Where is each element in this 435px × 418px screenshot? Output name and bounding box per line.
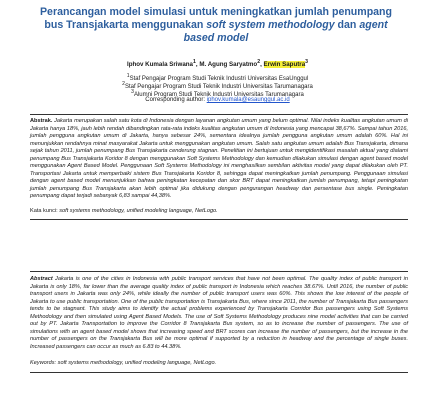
title-line-1: Perancangan model simulasi untuk meningkatkan jumlah penumpang [39,6,393,18]
title-line-2b: soft system methodology [206,19,335,31]
affiliation-text: Staf Pengajar Program Studi Teknik Industri Universitas Tarumanagara [124,84,313,90]
affiliation-sup: 3 [131,89,134,95]
kata-kunci [30,208,408,216]
abstrak-text: Jakarta merupakan salah satu kota di Indonesia dengan layanan angkutan umum yang belum optimal. Nilai indeks kualitas angkutan umum di Jakarta hanya 18%, jauh lebih rendah dibandingkan rata-rata indeks kualitas angkutan umum di Indonesia yang mencapai 38,67%. Sampai tahun 2016, jumlah pengguna angkutan umum di Jakarta, hanya sebesar 24%, sementara idealnya jumlah pengguna angkutan umum adalah 60%. Hal ini menunjukkan rendahnya minat masyarakat Jakarta untuk menggunakan angkutan umum. Salah satu angkutan umum adalah Bus Transjakarta, dimana sejak tahun 2011, jumlah penumpang Bus Transjakarta cenderung stagnan. Penelitian ini bertujuan untuk mengidentifikasi masalah aktual yang dialami penumpang Bus Transjakarta Koridor 8 dengan menggunakan Soft Systems Methodology dan kemudian dilakukan simulasi dengan agent based model menggunakan Agent Based Model. Penggunaan Soft Systems Methodology ini menghasilkan sembilan aktivitas model yang dapat dilakukan oleh PT. Transportasi Jakarta untuk memperbaiki sistem Bus Transjakarta Koridor 8, sehingga dapat meningkatkan jumlah penumpang. Penggunaan simulasi dengan agent based model menunjukkan bahwa peningkatan kecepatan dan skor BRT dapat meningkatkan jumlah penumpang, tetapi peningkatan jumlah penumpang Bus Transjakarta akan lebih optimal jika didukung dengan pengurangan headway dan persentase bus single. Peningkatan penumpang dapat terjadi sebanyak 6,83 sampai 44,38%. [30,118,408,199]
keywords-text: soft systems methodology, unified modeling language, NetLogo. [57,360,217,366]
abstrak-section [30,114,408,220]
author-list [0,58,435,69]
affiliation-text: Staf Pengajar Program Studi Teknik Industri Universitas EsaUnggul [129,76,309,82]
affiliation-sup: 2 [122,81,125,87]
kata-kunci-label: Kata kunci: [30,207,60,214]
abstrak-paragraph [30,118,408,201]
author-sep: , [195,61,200,69]
abstract-section [30,271,408,373]
author-1: Iphov Kumala Sriwana [126,61,193,69]
email-link[interactable]: iphov.kumala@esaunggul.ac.id [206,97,290,103]
author-sep: , [260,61,264,69]
paper-title [30,6,402,45]
corresponding-author [0,96,435,104]
abstrak-label: Abstrak. [30,118,53,124]
author-3-highlighted: Erwin Saputra [263,61,306,69]
author-2-sup: 2 [257,59,261,65]
abstract-paragraph [30,276,408,351]
title-line-2c: dan [334,19,360,31]
author-1-sup: 1 [193,59,196,65]
keywords-label: Keywords: [30,360,58,366]
title-line-2d: agent [359,19,388,31]
keywords [30,360,408,368]
kata-kunci-text: soft systems methodology, unified modeling language, NetLogo. [59,207,218,214]
title-line-2a: bus Transjakarta menggunakan [44,19,207,31]
author-3-sup: 3 [305,59,309,65]
affiliation-sup: 1 [126,73,130,79]
title-line-3: based model [183,32,249,44]
affiliation-text: Alumni Program Studi Teknik Industri Universitas Tarumanagara [133,92,304,98]
abstract-text: Jakarta is one of the cities in Indonesia with public transport services that have not been optimal. The quality index of public transport in Jakarta is only 18%, far lower than the average quality index of public transport in Indonesia which reaches 38.67%. Until 2016, the number of public transport users in Jakarta was only 24%, while ideally the number of public transport users was 60%. This shows the low interest of the people of Jakarta to use public transportation. One of the public transportation is Transjakarta Bus, where since 2011, the number of Transjakarta Bus passengers tends to be stagnant. This study aims to identify the actual problems experienced by Transjakarta Corridor Bus passengers using Soft Systems Methodology and then simulated using Agent Based Models. The use of Soft Systems Methodology produces nine model activities that can be carried out by PT. Jakarta Transportation to improve the Corridor 8 Transjakarta Bus system, so as to increase the number of passengers. The use of simulations with an agent based model shows that increasing speed and BRT scores can increase the number of passengers, but the increase in the number of passengers on the Transjakarta Bus will be more optimal if supported by a reduction in headway and the percentage of single buses. Increased passengers can occur as much as 6.83 to 44.38%. [30,276,408,350]
corresponding-label: Corresponding author: [145,97,207,103]
author-2: M. Agung Saryatmo [199,61,258,69]
abstract-label: Abstract [30,276,53,282]
